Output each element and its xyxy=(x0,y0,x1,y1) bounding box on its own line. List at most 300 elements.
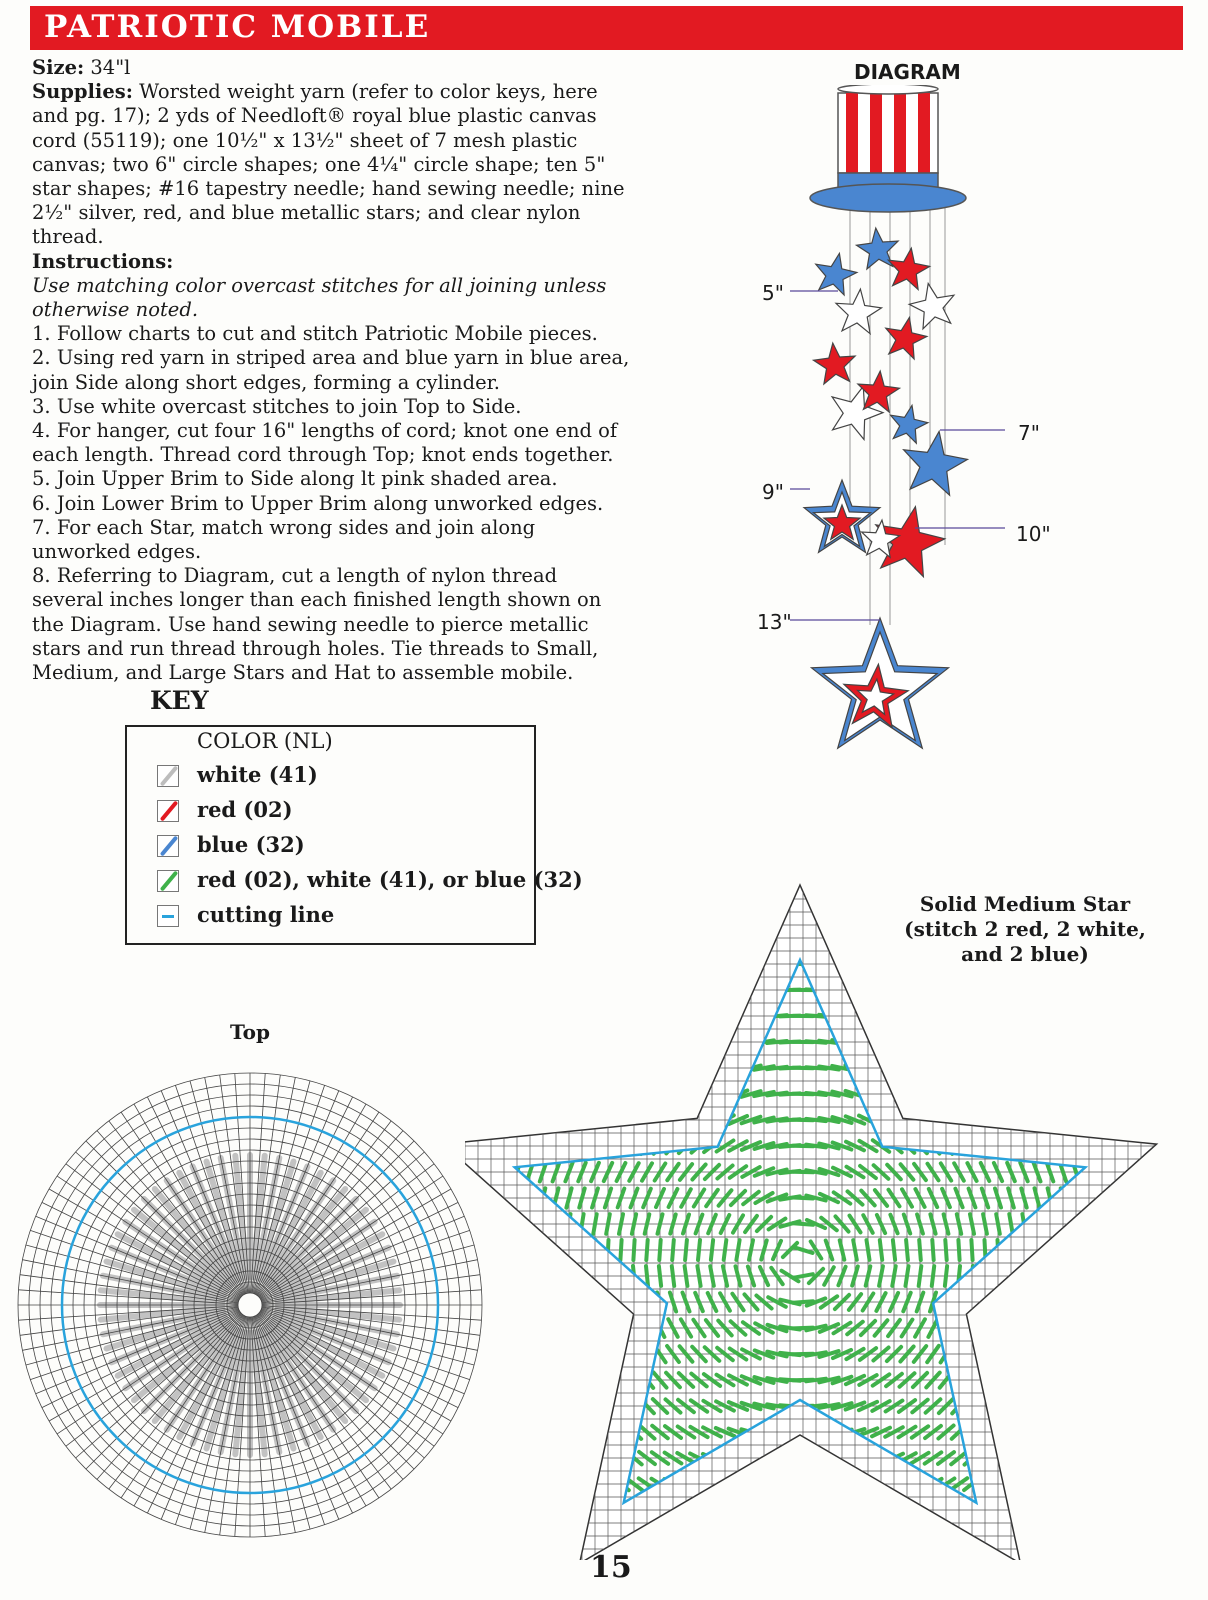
stitch xyxy=(977,1036,992,1049)
stitch xyxy=(576,1424,588,1440)
stitch xyxy=(951,1011,968,1022)
size-label: Size: xyxy=(32,56,85,79)
stitch xyxy=(911,909,930,916)
stitch xyxy=(465,1085,469,1103)
stitch xyxy=(1004,1061,1017,1076)
stitch xyxy=(819,1483,839,1486)
stitch xyxy=(486,1060,497,1077)
stitch xyxy=(728,988,747,992)
stitch xyxy=(589,1398,601,1414)
stitch xyxy=(989,860,1007,864)
stitch xyxy=(858,988,877,993)
stitch xyxy=(1101,1214,1103,1234)
stitch xyxy=(1069,1529,1083,1543)
stitch xyxy=(1030,1503,1045,1517)
stitch xyxy=(1059,1371,1067,1389)
stitch xyxy=(599,907,617,917)
stitch xyxy=(1087,1318,1092,1337)
stitch xyxy=(1111,1371,1118,1390)
stitch xyxy=(1002,860,1020,865)
stitch xyxy=(499,1423,509,1440)
stitch xyxy=(690,1063,708,1072)
stitch xyxy=(950,860,969,864)
stitch xyxy=(1121,957,1134,972)
stitch xyxy=(1089,1240,1090,1260)
stitch xyxy=(1060,1345,1067,1364)
stitch xyxy=(638,908,656,916)
stitch xyxy=(1056,1529,1070,1543)
stitch xyxy=(612,959,629,969)
stitch xyxy=(589,1424,602,1439)
size-value: 34"l xyxy=(90,56,131,79)
stitch xyxy=(563,1424,575,1440)
stitch xyxy=(1133,860,1148,867)
stitch xyxy=(924,883,943,890)
stitch xyxy=(525,1397,535,1415)
stitch xyxy=(741,911,761,914)
stitch xyxy=(898,1038,916,1047)
stitch xyxy=(633,1240,634,1260)
stitch xyxy=(978,1087,991,1102)
stitch xyxy=(1082,983,1096,998)
stitch xyxy=(1110,1450,1121,1467)
stitch xyxy=(1081,880,1097,892)
stitch xyxy=(652,1088,667,1101)
stitch xyxy=(1006,1112,1017,1129)
stitch xyxy=(767,1457,787,1459)
stitch xyxy=(911,883,930,889)
stitch xyxy=(511,1450,522,1466)
stitch xyxy=(982,1319,989,1338)
stitch xyxy=(741,962,761,965)
stitch xyxy=(858,910,878,914)
stitch xyxy=(613,1010,629,1022)
stitch xyxy=(1096,1034,1108,1050)
stitch xyxy=(1003,933,1020,944)
stitch xyxy=(1122,1502,1134,1518)
stitch xyxy=(1020,1345,1028,1363)
stitch xyxy=(819,860,839,861)
stitch xyxy=(625,860,643,864)
stitch xyxy=(945,1266,947,1286)
stitch xyxy=(910,860,929,863)
stitch xyxy=(689,909,708,915)
stitch xyxy=(1019,1371,1028,1389)
stitch xyxy=(602,1086,615,1101)
stitch xyxy=(562,1009,577,1023)
stitch xyxy=(1068,932,1083,945)
stitch xyxy=(885,1012,904,1019)
stitch xyxy=(806,1457,826,1459)
stitch xyxy=(690,1038,708,1046)
stitch xyxy=(478,1266,479,1286)
stitch xyxy=(665,1088,681,1100)
stitch xyxy=(485,1502,498,1518)
stitch xyxy=(1128,1240,1129,1260)
stitch xyxy=(472,982,485,997)
stitch xyxy=(600,984,616,996)
stitch xyxy=(1088,1214,1090,1234)
stitch xyxy=(487,1397,496,1415)
stitch xyxy=(1134,956,1147,971)
stitch xyxy=(677,909,696,915)
stitch xyxy=(550,1060,562,1076)
stitch xyxy=(1134,905,1148,919)
stitch xyxy=(1121,931,1135,945)
stitch xyxy=(976,860,994,864)
stitch xyxy=(1135,982,1147,998)
stitch xyxy=(560,860,577,865)
stitch xyxy=(1044,1450,1056,1466)
stitch xyxy=(652,1062,668,1074)
stitch xyxy=(1137,1085,1146,1103)
stitch xyxy=(1029,1530,1044,1543)
stitch xyxy=(651,934,669,942)
stitch xyxy=(845,885,865,888)
stitch xyxy=(535,906,551,918)
stitch xyxy=(1135,1008,1147,1024)
stitch xyxy=(575,1061,588,1076)
stitch xyxy=(937,1531,955,1540)
stitch xyxy=(601,1035,616,1048)
stitch xyxy=(754,937,774,939)
stitch xyxy=(1043,1503,1057,1517)
stitch xyxy=(1154,1266,1155,1286)
stitch xyxy=(963,959,980,969)
stitch xyxy=(578,1345,586,1363)
step: 2. Using red yarn in striped area and blue yarn in blue area, join Side along short edges, forming a cylinder. xyxy=(32,346,630,394)
stitch xyxy=(465,1188,467,1208)
stitch xyxy=(625,882,643,890)
top-chart xyxy=(10,1065,490,1545)
stitch xyxy=(478,1240,479,1260)
stitch xyxy=(1029,881,1046,892)
stitch xyxy=(1071,1085,1081,1102)
stitch xyxy=(885,1064,903,1073)
stitch xyxy=(1043,1035,1056,1050)
stitch xyxy=(1043,1477,1056,1492)
stitch xyxy=(1058,1111,1067,1129)
stitch xyxy=(497,983,510,998)
stitch xyxy=(465,1449,470,1466)
stitch xyxy=(566,1318,572,1337)
stitch xyxy=(1033,1345,1040,1364)
stitch xyxy=(989,907,1006,917)
stitch xyxy=(871,961,890,966)
stitch xyxy=(1149,1034,1159,1051)
stitch xyxy=(592,1319,598,1338)
stitch xyxy=(728,910,748,914)
stitch xyxy=(1057,1476,1070,1491)
stitch xyxy=(832,860,852,861)
stitch xyxy=(992,1086,1005,1101)
stitch xyxy=(1152,1318,1156,1338)
stitch xyxy=(568,1266,569,1286)
stitch xyxy=(575,1451,588,1466)
stitch xyxy=(1061,1292,1064,1312)
stitch xyxy=(510,1529,524,1543)
stitch xyxy=(819,1509,839,1511)
stitch xyxy=(1121,879,1136,892)
stitch xyxy=(1057,1450,1069,1466)
stitch xyxy=(488,1344,494,1363)
stitch xyxy=(600,959,617,970)
stitch xyxy=(937,985,955,995)
stitch xyxy=(1095,931,1110,945)
stitch xyxy=(1029,906,1046,917)
star-icon xyxy=(909,284,954,329)
stitch xyxy=(465,1214,466,1234)
stitch xyxy=(651,960,669,969)
canvas-grid xyxy=(18,1073,482,1537)
stitch xyxy=(553,1318,558,1337)
stitch xyxy=(1125,1371,1132,1390)
stitch xyxy=(898,935,917,941)
stitch xyxy=(491,1240,492,1260)
stitch xyxy=(1110,1423,1120,1441)
stitch xyxy=(992,1112,1004,1128)
stitch xyxy=(884,884,903,889)
stitch xyxy=(728,1481,747,1486)
star-chart-title: Solid Medium Star (stitch 2 red, 2 white, and 2 blue) xyxy=(904,892,1146,966)
stitch xyxy=(550,1424,562,1440)
stitch xyxy=(1003,984,1019,996)
stitch xyxy=(1063,1240,1064,1260)
stitch xyxy=(511,1476,523,1492)
stitch xyxy=(612,860,630,864)
stitch xyxy=(516,1266,517,1286)
stitch xyxy=(484,1529,497,1544)
stitch xyxy=(925,1037,942,1047)
stitch xyxy=(978,1061,992,1075)
stitch xyxy=(1002,881,1019,891)
stitch xyxy=(1098,1111,1106,1129)
stitch xyxy=(819,885,839,887)
stitch xyxy=(1042,880,1059,891)
stitch xyxy=(1122,982,1135,997)
stitch xyxy=(573,881,590,891)
stitch xyxy=(677,935,696,942)
stitch xyxy=(1018,1424,1030,1440)
stitch xyxy=(465,1344,468,1363)
stitch xyxy=(522,906,538,918)
stitch xyxy=(525,1111,534,1129)
stitch xyxy=(1019,1112,1030,1129)
stitch xyxy=(549,1035,562,1050)
stitch xyxy=(549,1529,564,1542)
stitch xyxy=(1108,905,1123,918)
stitch xyxy=(832,1482,852,1486)
stitch xyxy=(522,860,539,866)
stitch xyxy=(543,1240,544,1260)
stitch xyxy=(819,1535,839,1537)
stitch xyxy=(500,1397,509,1415)
stitch xyxy=(535,880,551,891)
stitch xyxy=(549,983,564,996)
stitch xyxy=(703,1013,722,1020)
stitch xyxy=(937,908,955,916)
stitch xyxy=(529,1266,530,1286)
stitch xyxy=(620,1240,621,1260)
stitch xyxy=(1081,860,1097,866)
stitch xyxy=(691,1089,708,1099)
stitch xyxy=(1016,984,1031,997)
stitch xyxy=(538,1111,548,1129)
stitch xyxy=(548,881,565,892)
stitch xyxy=(516,1214,519,1234)
stitch xyxy=(711,1240,713,1260)
stitch xyxy=(1112,1344,1118,1363)
stitch xyxy=(806,1509,826,1510)
stitch xyxy=(1097,1423,1107,1440)
stitch xyxy=(932,1266,934,1286)
stitch xyxy=(1082,957,1096,971)
stitch xyxy=(1032,1111,1042,1128)
stitch xyxy=(1135,1502,1147,1518)
stitch xyxy=(919,1266,922,1286)
stitch xyxy=(1070,1476,1083,1492)
stitch xyxy=(472,1528,485,1543)
stitch xyxy=(591,1345,599,1363)
stitch xyxy=(1122,1528,1135,1543)
stitch xyxy=(1126,1188,1130,1208)
stitch xyxy=(685,1266,688,1286)
stitch xyxy=(1136,1059,1146,1076)
medium-star-chart xyxy=(465,860,1165,1560)
stitch xyxy=(523,983,537,997)
stitch xyxy=(1108,1529,1121,1544)
stitch xyxy=(599,881,617,890)
stitch xyxy=(1148,956,1161,971)
stitch xyxy=(912,1063,929,1074)
stitch xyxy=(1048,1292,1051,1312)
stitch xyxy=(1076,1240,1077,1260)
stitch xyxy=(858,1507,877,1512)
stitch xyxy=(574,932,591,943)
stitch xyxy=(991,1061,1005,1075)
stitch xyxy=(599,933,616,943)
stitch xyxy=(950,908,968,916)
stitch xyxy=(625,933,643,942)
stitch xyxy=(1045,1111,1055,1128)
stitch xyxy=(472,1502,484,1518)
stitch xyxy=(538,1086,549,1103)
stitch xyxy=(548,958,563,971)
stitch xyxy=(990,1010,1006,1023)
stitch xyxy=(530,1240,531,1260)
stitch xyxy=(677,960,696,967)
stitch xyxy=(614,1061,629,1075)
stitch xyxy=(486,1423,496,1440)
stitch xyxy=(919,1240,921,1260)
stitch xyxy=(1099,1345,1105,1364)
stitch xyxy=(473,1085,482,1103)
stitch xyxy=(651,883,670,890)
stitch xyxy=(884,935,903,941)
stitch xyxy=(1141,1266,1142,1286)
stitch xyxy=(580,1292,584,1312)
stitch xyxy=(465,957,472,972)
stitch xyxy=(604,1345,613,1363)
stitch xyxy=(858,884,878,888)
stitch xyxy=(845,1534,865,1538)
stitch xyxy=(885,1038,903,1046)
stitch xyxy=(939,1087,954,1100)
stitch xyxy=(990,933,1007,943)
stitch xyxy=(1036,1266,1037,1286)
key-column-header: COLOR (NL) xyxy=(197,729,333,753)
stitch xyxy=(640,1087,655,1101)
stitch xyxy=(1046,1371,1055,1389)
stitch xyxy=(470,860,486,866)
mobile-diagram xyxy=(790,85,1090,785)
stitch xyxy=(724,1240,727,1260)
stitch xyxy=(690,1533,709,1540)
stitch xyxy=(1022,1292,1026,1312)
stitch xyxy=(574,984,590,997)
stitch xyxy=(523,1009,536,1024)
stitch xyxy=(741,885,761,888)
step: 1. Follow charts to cut and stitch Patriotic Mobile pieces. xyxy=(32,322,598,346)
stitch xyxy=(1031,1060,1044,1076)
stitch xyxy=(871,860,891,862)
stitch xyxy=(1032,1398,1042,1415)
stitch xyxy=(932,1240,933,1260)
stitch xyxy=(639,1062,655,1074)
stitch xyxy=(564,1111,574,1128)
stitch xyxy=(1055,880,1071,892)
stitch xyxy=(991,1035,1006,1048)
stitch xyxy=(1136,1476,1147,1493)
stitch xyxy=(613,985,630,996)
stitch xyxy=(465,1423,470,1441)
stitch xyxy=(819,911,839,913)
stitch xyxy=(471,905,486,919)
stitch xyxy=(728,884,748,887)
stitch xyxy=(639,1011,656,1022)
stitch xyxy=(465,1318,467,1338)
stitch xyxy=(625,908,643,917)
stitch xyxy=(677,1063,694,1073)
stitch xyxy=(485,1476,497,1492)
stitch xyxy=(590,1371,600,1388)
stitch xyxy=(780,1484,800,1485)
stitch xyxy=(625,959,642,969)
stitch xyxy=(1095,957,1109,971)
stitch xyxy=(1152,1162,1157,1181)
stitch xyxy=(685,1240,687,1260)
stitch xyxy=(523,1529,537,1543)
stitch xyxy=(741,860,761,861)
stitch xyxy=(963,860,981,864)
stitch xyxy=(1069,1503,1082,1518)
stitch xyxy=(1083,1476,1095,1492)
stitch xyxy=(1141,1240,1142,1260)
stitch xyxy=(1151,1344,1156,1363)
stitch xyxy=(1100,1318,1104,1338)
stitch xyxy=(535,957,550,970)
stitch xyxy=(1101,1292,1104,1312)
stitch xyxy=(950,1531,967,1541)
stitch xyxy=(561,881,578,892)
stitch xyxy=(677,1012,695,1020)
stitch xyxy=(1114,1292,1117,1312)
stitch xyxy=(465,931,472,945)
stitch xyxy=(1134,879,1149,892)
stitch xyxy=(1111,1397,1119,1415)
stitch xyxy=(690,961,709,967)
stitch xyxy=(487,1111,495,1129)
